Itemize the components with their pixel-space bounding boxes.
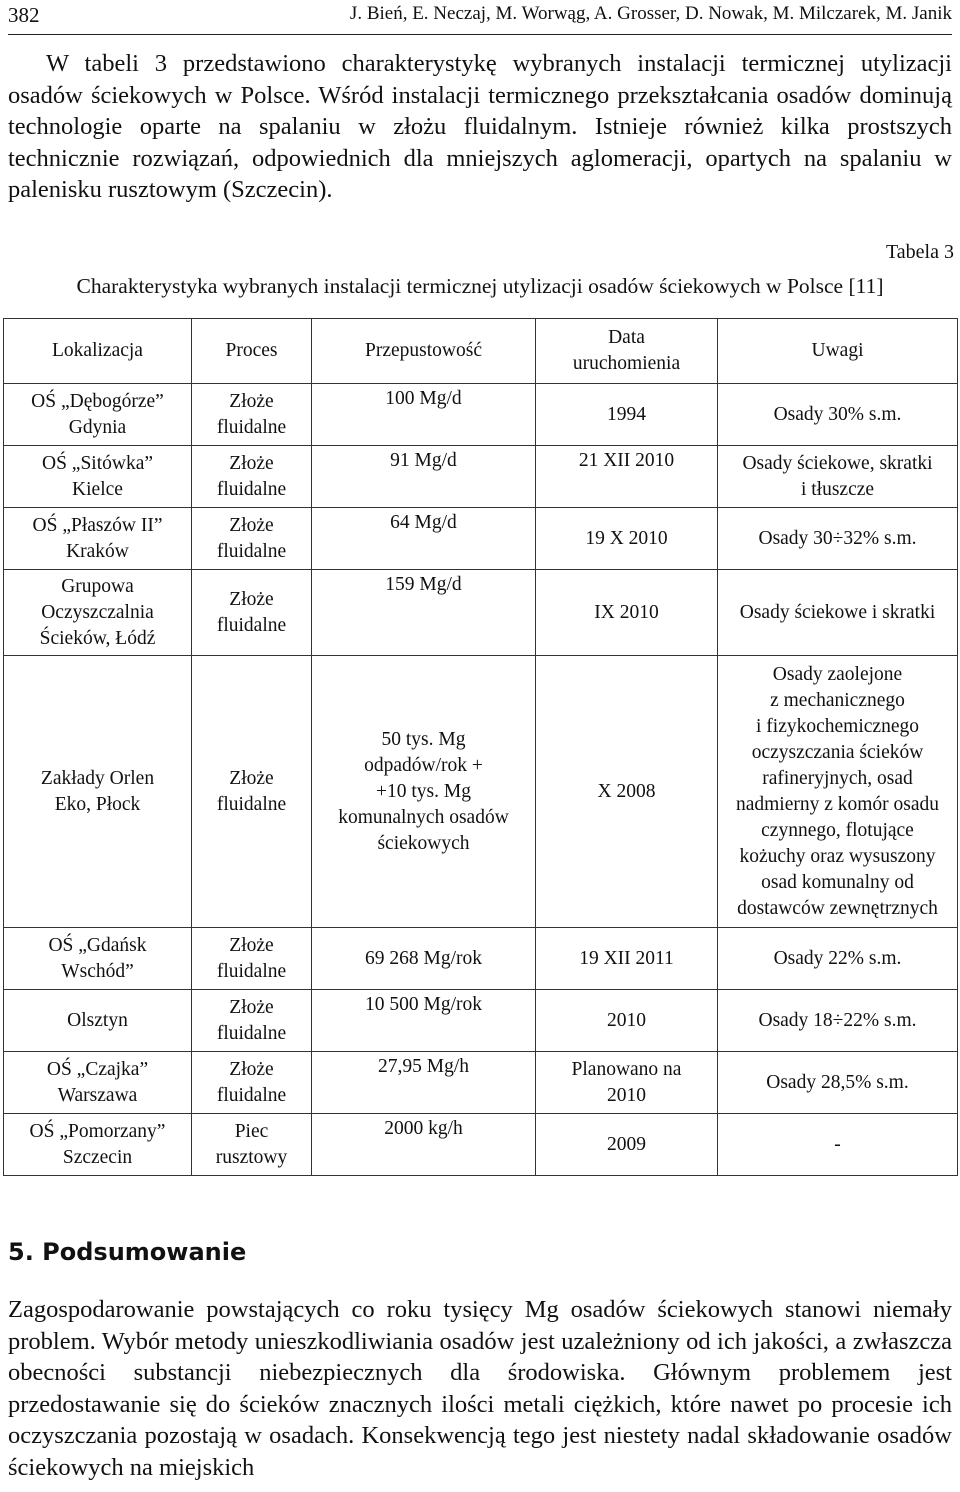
cell-przepustowosc: 50 tys. Mg odpadów/rok + +10 tys. Mg komunalnych osadów ściekowych [312,656,536,928]
page-header [8,0,952,35]
cell-proces: Złoże fluidalne [192,1052,312,1114]
cell-data-uruchomienia: 2009 [536,1114,718,1176]
table-caption: Charakterystyka wybranych instalacji termicznej utylizacji osadów ściekowych w Polsce [11] [76,274,884,298]
table-header-row [4,319,958,384]
cell-proces: Złoże fluidalne [192,570,312,656]
page-number: 382 [8,3,40,27]
cell-proces: Złoże fluidalne [192,384,312,446]
cell-lokalizacja: Grupowa Oczyszczalnia Ścieków, Łódź [4,570,192,656]
cell-lokalizacja: OŚ „Gdańsk Wschód” [4,928,192,990]
cell-proces: Złoże fluidalne [192,446,312,508]
cell-przepustowosc: 91 Mg/d [312,446,536,508]
section-heading: 5. Podsumowanie [8,1238,247,1266]
cell-proces: Złoże fluidalne [192,656,312,928]
cell-przepustowosc: 159 Mg/d [312,570,536,656]
cell-przepustowosc: 69 268 Mg/rok [312,928,536,990]
cell-lokalizacja: OŚ „Dębogórze” Gdynia [4,384,192,446]
cell-data-uruchomienia: Planowano na 2010 [536,1052,718,1114]
cell-proces: Piec rusztowy [192,1114,312,1176]
header-uwagi: Uwagi [718,319,958,384]
cell-proces: Złoże fluidalne [192,990,312,1052]
table-row [4,656,958,928]
cell-przepustowosc: 100 Mg/d [312,384,536,446]
cell-lokalizacja: Zakłady Orlen Eko, Płock [4,656,192,928]
cell-przepustowosc: 27,95 Mg/h [312,1052,536,1114]
table-row [4,508,958,570]
table-row [4,446,958,508]
cell-lokalizacja: OŚ „Sitówka” Kielce [4,446,192,508]
header-lokalizacja: Lokalizacja [4,319,192,384]
cell-przepustowosc: 2000 kg/h [312,1114,536,1176]
cell-uwagi: Osady 28,5% s.m. [718,1052,958,1114]
cell-przepustowosc: 10 500 Mg/rok [312,990,536,1052]
cell-proces: Złoże fluidalne [192,508,312,570]
cell-lokalizacja: OŚ „Pomorzany” Szczecin [4,1114,192,1176]
cell-data-uruchomienia: X 2008 [536,656,718,928]
table-number: Tabela 3 [885,241,954,263]
cell-data-uruchomienia: 19 X 2010 [536,508,718,570]
cell-proces: Złoże fluidalne [192,928,312,990]
table-row [4,1114,958,1176]
cell-uwagi: Osady zaolejone z mechanicznego i fizykochemicznego oczyszczania ścieków rafineryjnych, osad nadmierny z komór osadu czynnego, flotujące kożuchy oraz wysuszony osad komunalny od dostawców zewnętrznych [718,656,958,928]
cell-data-uruchomienia: 19 XII 2011 [536,928,718,990]
cell-lokalizacja: OŚ „Czajka” Warszawa [4,1052,192,1114]
header-data-uruchomienia: Data uruchomienia [536,319,718,384]
header-proces: Proces [192,319,312,384]
cell-data-uruchomienia: 2010 [536,990,718,1052]
cell-uwagi: - [718,1114,958,1176]
installations-table [3,318,958,1176]
cell-data-uruchomienia: IX 2010 [536,570,718,656]
table-row [4,384,958,446]
table-row [4,1052,958,1114]
cell-data-uruchomienia: 1994 [536,384,718,446]
table-row [4,928,958,990]
summary-paragraph: Zagospodarowanie powstających co roku tysięcy Mg osadów ściekowych stanowi niemały problem. Wybór metody unieszkodliwiania osadów jest uzależniony od ich jakości, a zwłaszcza obecności substancji niebezpiecznych dla środowiska. Głównym problemem jest przedostawanie się do ścieków znacznych ilości metali ciężkich, które nawet po procesie ich oczyszczania pozostają w osadach. Konsekwencją tego jest niestety nadal składowanie osadów ściekowych na miejskich [8,1296,952,1481]
table-row [4,990,958,1052]
cell-przepustowosc: 64 Mg/d [312,508,536,570]
cell-uwagi: Osady 22% s.m. [718,928,958,990]
cell-uwagi: Osady 30% s.m. [718,384,958,446]
cell-uwagi: Osady ściekowe, skratki i tłuszcze [718,446,958,508]
cell-data-uruchomienia: 21 XII 2010 [536,446,718,508]
header-przepustowosc: Przepustowość [312,319,536,384]
cell-uwagi: Osady ściekowe i skratki [718,570,958,656]
table-row [4,570,958,656]
cell-lokalizacja: Olsztyn [4,990,192,1052]
cell-uwagi: Osady 18÷22% s.m. [718,990,958,1052]
intro-paragraph: W tabeli 3 przedstawiono charakterystykę wybranych instalacji termicznej utylizacji osadów ściekowych w Polsce. Wśród instalacji termicznego przekształcania osadów dominują technologie oparte na spalaniu w złożu fluidalnym. Istnieje również kilka prostszych technicznie rozwiązań, odpowiednich dla mniejszych aglomeracji, opartych na spalaniu w palenisku rusztowym (Szczecin). [8,50,952,203]
running-head-authors: J. Bień, E. Neczaj, M. Worwąg, A. Grosser, D. Nowak, M. Milczarek, M. Janik [349,3,952,24]
cell-lokalizacja: OŚ „Płaszów II” Kraków [4,508,192,570]
cell-uwagi: Osady 30÷32% s.m. [718,508,958,570]
